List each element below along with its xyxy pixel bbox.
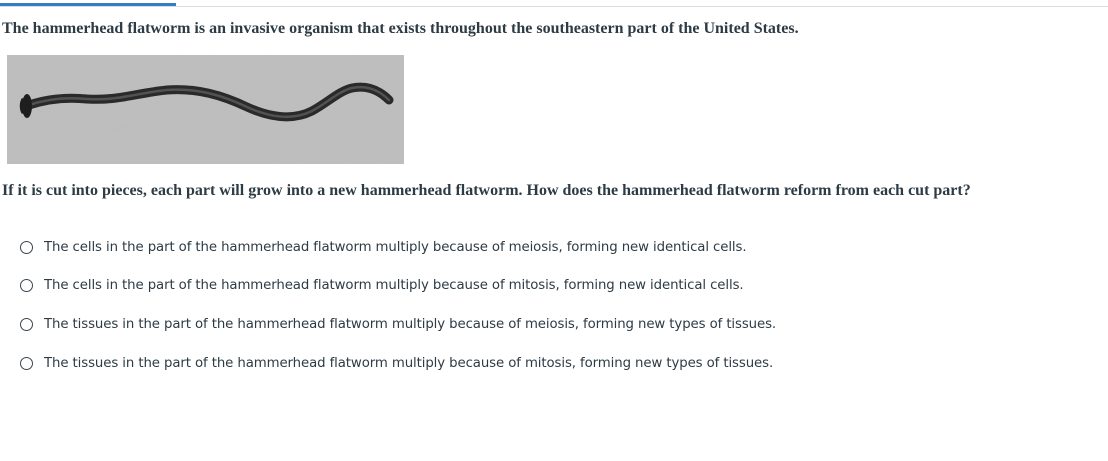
answer-label: The tissues in the part of the hammerhead flatworm multiply because of mitosis, forming new types of tissues. [44, 355, 774, 371]
answer-option[interactable] [20, 352, 776, 374]
radio-button[interactable] [20, 318, 33, 331]
answer-list [20, 236, 776, 391]
radio-button[interactable] [20, 241, 33, 254]
radio-button[interactable] [20, 279, 33, 292]
answer-label: The cells in the part of the hammerhead flatworm multiply because of meiosis, forming new identical cells. [44, 239, 747, 255]
answer-option[interactable] [20, 275, 776, 297]
radio-button[interactable] [20, 357, 33, 370]
question-intro: The hammerhead flatworm is an invasive organism that exists throughout the southeastern part of the United States. [2, 20, 799, 37]
answer-label: The tissues in the part of the hammerhead flatworm multiply because of meiosis, forming new types of tissues. [44, 316, 777, 332]
flatworm-photo [7, 55, 404, 164]
answer-option[interactable] [20, 236, 776, 258]
answer-label: The cells in the part of the hammerhead flatworm multiply because of mitosis, forming new identical cells. [44, 278, 744, 294]
header-divider [0, 6, 1108, 7]
question-prompt: If it is cut into pieces, each part will grow into a new hammerhead flatworm. How does the hammerhead flatworm reform from each cut part? [2, 182, 971, 199]
answer-option[interactable] [20, 313, 776, 335]
